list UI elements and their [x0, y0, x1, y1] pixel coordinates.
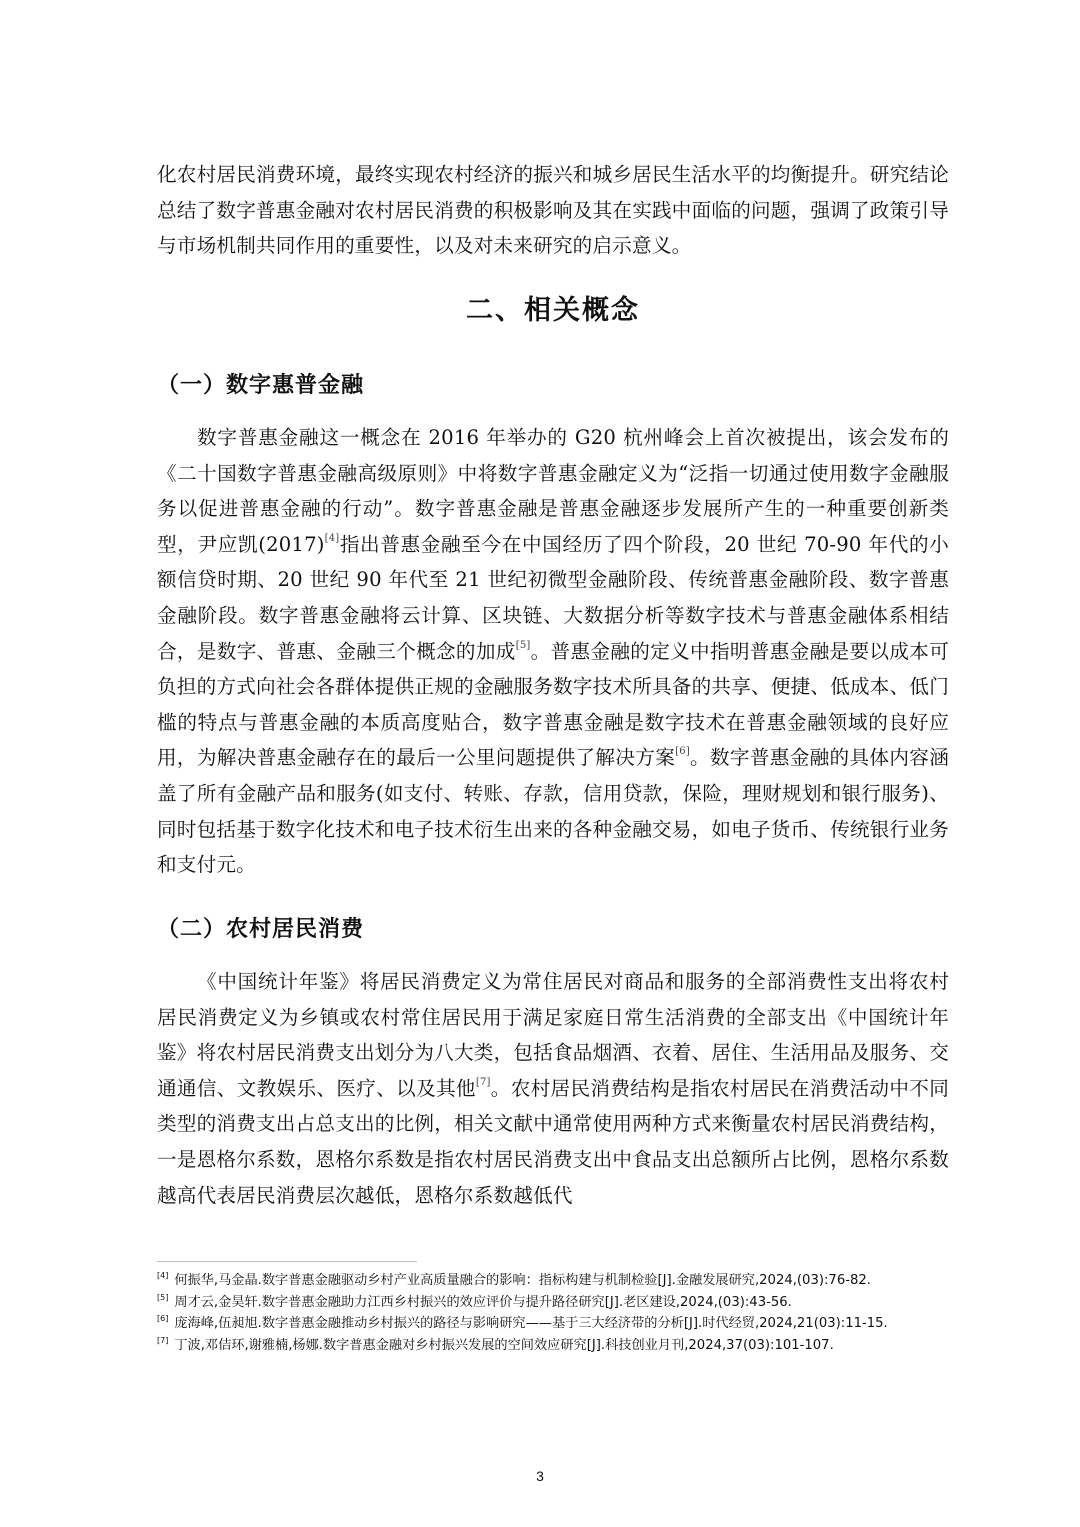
- rural-consumption-paragraph: [157, 964, 949, 1213]
- footnote: [157, 1335, 949, 1357]
- footnotes: [157, 1270, 949, 1356]
- footnote-number: [6]: [157, 1314, 169, 1323]
- page-number: 3: [536, 1468, 544, 1484]
- footnote-number: [4]: [157, 1271, 169, 1280]
- footnote: [157, 1292, 949, 1314]
- section-title: 二、相关概念: [466, 295, 640, 326]
- digital-finance-paragraph: [157, 420, 949, 883]
- footnote-text: 庞海峰,伍昶旭.数字普惠金融推动乡村振兴的路径与影响研究——基于三大经济带的分析[J].时代经贸,2024,21(03):11-15.: [174, 1316, 888, 1331]
- footnote-text: 丁波,邓佶环,谢雅楠,杨娜.数字普惠金融对乡村振兴发展的空间效应研究[J].科技创业月刊,2024,37(03):101-107.: [174, 1337, 834, 1353]
- footnote: [157, 1313, 949, 1335]
- footnote-number: [7]: [157, 1335, 169, 1345]
- footnote-text: 周才云,金昊轩.数字普惠金融助力江西乡村振兴的效应评价与提升路径研究[J].老区建设,2024,(03):43-56.: [174, 1294, 792, 1310]
- paragraph-text: 指出普惠金融至今在中国经历了四个阶段，20 世纪 70-90 年代的小额信贷时期、20 世纪 90 年代至 21 世纪初微型金融阶段、传统普惠金融阶段、数字普惠金融阶段。数字普惠金融将云计算、区块链、大数据分析等数字技术与普惠金融体系相结合，是数字、普惠、金融三个概念的加成: [157, 532, 949, 663]
- citation-ref[interactable]: [4]: [324, 532, 340, 544]
- footnote-number: [5]: [157, 1292, 169, 1302]
- citation-ref[interactable]: [6]: [675, 746, 690, 758]
- paragraph-text: 《中国统计年鉴》将居民消费定义为常住居民对商品和服务的全部消费性支出将农村居民消费定义为乡镇或农村常住居民用于满足家庭日常生活消费的全部支出《中国统计年鉴》将农村居民消费支出划分为八大类，包括食品烟酒、衣着、居住、生活用品及服务、交通通信、文教娱乐、医疗、以及其他: [157, 970, 949, 1100]
- footnote-text: 何振华,马金晶.数字普惠金融驱动乡村产业高质量融合的影响：指标构建与机制检验[J].金融发展研究,2024,(03):76-82.: [174, 1273, 871, 1288]
- subsection-title-digital-finance: （一）数字惠普金融: [157, 373, 365, 398]
- citation-ref[interactable]: [5]: [515, 639, 531, 651]
- citation-ref[interactable]: [7]: [475, 1076, 491, 1088]
- paragraph-text: 。农村居民消费结构是指农村居民在消费活动中不同类型的消费支出占总支出的比例，相关文献中通常使用两种方式来衡量农村居民消费结构，一是恩格尔系数，恩格尔系数是指农村居民消费支出中食品支出总额所占比例，恩格尔系数越高代表居民消费层次越低，恩格尔系数越低代: [157, 1076, 950, 1207]
- subsection-title-rural-consumption: （二）农村居民消费: [157, 917, 365, 942]
- paragraph-text: 数字普惠金融这一概念在 2016 年举办的 G20 杭州峰会上首次被提出，该会发布的《二十国数字普惠金融高级原则》中将数字普惠金融定义为“泛指一切通过使用数字金融服务以促进普惠金融的行动”。数字普惠金融是普惠金融逐步发展所产生的一种重要创新类型，尹应凯(2017): [157, 426, 949, 556]
- paragraph-text: 。普惠金融的定义中指明普惠金融是要以成本可负担的方式向社会各群体提供正规的金融服务数字技术所具备的共享、便捷、低成本、低门槛的特点与普惠金融的本质高度贴合，数字普惠金融是数字技术在普惠金融领域的良好应用，为解决普惠金融存在的最后一公里问题提供了解决方案: [157, 639, 949, 770]
- footnote: [157, 1270, 949, 1292]
- paragraph-text: 。数字普惠金融的具体内容涵盖了所有金融产品和服务(如支付、转账、存款，信用贷款，保险，理财规划和银行服务)、同时包括基于数字化技术和电子技术衍生出来的各种金融交易，如电子货币、传统银行业务和支付元。: [157, 746, 949, 877]
- intro-paragraph: 化农村居民消费环境，最终实现农村经济的振兴和城乡居民生活水平的均衡提升。研究结论总结了数字普惠金融对农村居民消费的积极影响及其在实践中面临的问题，强调了政策引导与市场机制共同作用的重要性，以及对未来研究的启示意义。: [157, 163, 949, 258]
- footnote-divider: [157, 1261, 417, 1262]
